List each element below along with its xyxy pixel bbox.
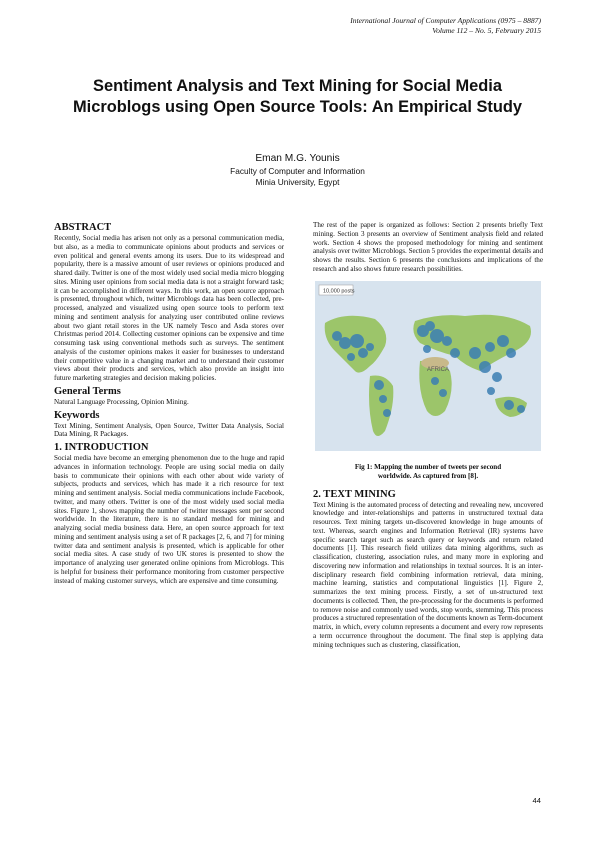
journal-volume: Volume 112 – No. 5, February 2015 [432,26,541,35]
introduction-heading: 1. INTRODUCTION [54,442,149,453]
map-region-label: AFRICA [427,366,450,373]
right-column [313,221,543,649]
abstract-heading: ABSTRACT [54,222,112,233]
page-number: 44 [532,796,541,805]
abstract-text: Recently, Social media has arisen not only as a personal communication media, but also, as a media to communicate opinions about products and services or even political and general events among its users. Due to its widespread and popularity, there is a massive amount of user reviews or opinions produced and shared daily. Twitter is one of the most widely used social media micro blogging sites. Mining user opinions from social media data is not a straight forward task; it can be accomplished in different ways. In this work, an open source approach is presented, throughout which, twitter Microblogs data has been collected, pre-processed, analyzed and visualized using open source tools to perform text mining and sentiment analysis for analyzing user contributed online reviews about two giant retail stores in the UK namely Tesco and Asda stores over Christmas period 2014. Collecting customer opinions can be expensive and time consuming task using conventional methods such as surveys. The sentiment analysis of the customer opinions makes it easier for businesses to understand their competitive value in a changing market and to understand their customer views about their products and services, which also provide an insight into future marketing strategies and decision making policies. [54,234,284,382]
journal-header [350,16,541,36]
caption-line-2: worldwide. As captured from [8]. [377,471,479,480]
text-mining-heading: 2. TEXT MINING [313,488,396,500]
author-name: Eman M.G. Younis [255,153,340,164]
left-column [54,222,284,585]
world-map-image [315,281,541,451]
author-block [54,152,541,188]
keywords-text: Text Mining, Sentiment Analysis, Open Source, Twitter Data Analysis, Social Data Mining, R Packages. [54,421,284,439]
author-affiliation-university: Minia University, Egypt [255,177,340,187]
keywords-heading: Keywords [54,409,100,421]
general-terms-text: Natural Language Processing, Opinion Mining. [54,397,189,406]
author-affiliation-faculty: Faculty of Computer and Information [230,166,365,176]
journal-name: International Journal of Computer Applications (0975 – 8887) [350,16,541,25]
map-legend-text: 10,000 posts [323,288,355,294]
text-mining-text: Text Mining is the automated process of detecting and revealing new, uncovered knowledge and inter-relationships and patterns in unstructured textual data resources. Text mining targets un-discovered knowledge in huge amounts of text. Whereas, search engines and Information Retrieval (IR) systems have specific search target such as search query or keywords and return related documents [1]. This research field utilizes data mining algorithms, such as classification, clustering, association rules, and many more in exploring and discovering new information and relationships in textual sources. It is an inter-disciplinary research field combining information retrieval, data mining, machine learning, statistics and computational linguistics [1]. Figure 2, summarizes the text mining process. Firstly, a set of un-structured text documents is collected. Then, the pre-processing for the documents is performed to remove noise and commonly used words, stop words, stemming. This process produces a structured representation of the documents known as Term-document matrix, in which, every column represents a document and every row represents a term occurrence throughout the document. The final step is applying data mining techniques such as clustering, classification, [313,500,543,649]
figure-1 [313,281,543,481]
general-terms-heading: General Terms [54,385,121,397]
figure-1-caption [313,463,543,481]
organization-text: The rest of the paper is organized as follows: Section 2 presents briefly Text mining. Section 3 presents an overview of Sentiment analysis field and related work. Section 4 shows the proposed methodology for mining and sentiment analysis over twitter Microblogs. Section 5 provides the experimental details and shows the results. Section 6 presents the conclusions and implications of the research and also shows future research possibilities. [313,221,543,273]
caption-line-1: Fig 1: Mapping the number of tweets per second [354,462,502,471]
paper-title: Sentiment Analysis and Text Mining for Social Media Microblogs using Open Source Tools: An Empirical Study [73,77,522,116]
introduction-text: Social media have become an emerging phenomenon due to the huge and rapid advances in information technology. People are using social media on daily basis to communicate their opinions with each other about wide variety of subjects, products and services, which has made it a rich resource for text mining and sentiment analysis. Social media communications include Facebook, twitter, and many others. Twitter is one of the most widely used social media sites. Figure 1, shows mapping the number of twitter messages sent per second worldwide. In the literature, there is no standard method for mining and analyzing social media business data. Here, an open source approach for text mining and sentiment analysis using a set of R packages [2, 6, and 7] for mining twitter data and sentiment analysis is presented, which is applicable for other social media sites. A case study of two UK stores is presented to show the importance of analyzing user generated online opinions from Microblogs. This is helpful for business their performance monitoring from customer perspective instead of making customer surveys, which are expensive and time consuming. [54,454,284,585]
